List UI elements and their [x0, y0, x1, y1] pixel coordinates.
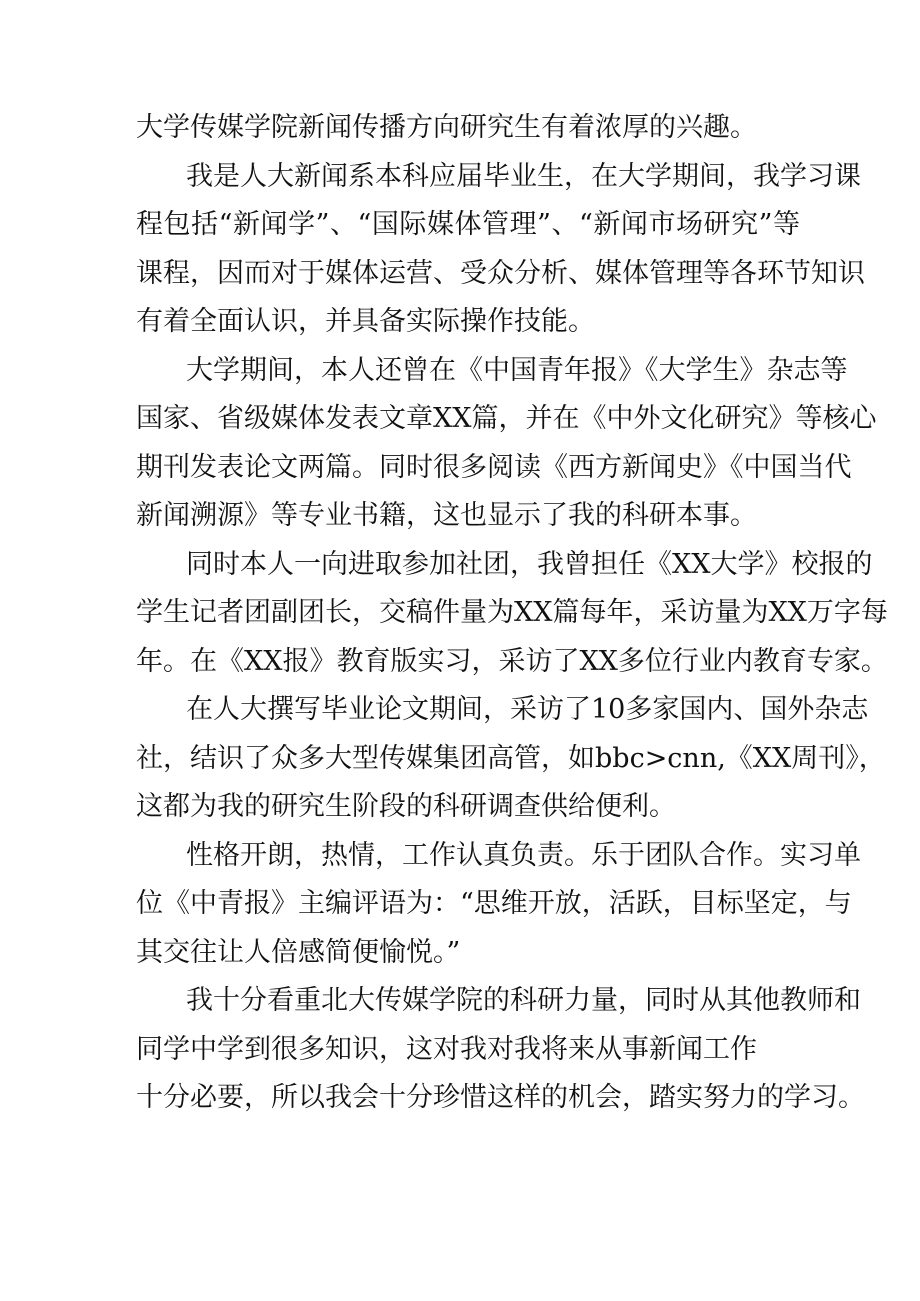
text-line: 位《中青报》主编评语为：“思维开放，活跃，目标坚定，与 [136, 888, 852, 919]
text-line: 在人大撰写毕业论文期间，采访了10多家国内、国外杂志 [186, 694, 869, 725]
text-line: 我十分看重北大传媒学院的科研力量，同时从其他教师和 [186, 985, 861, 1016]
text-line: 这都为我的研究生阶段的科研调查供给便利。 [136, 791, 676, 822]
text-line: 社，结识了众多大型传媒集团高管，如bbc>cnn,《XX周刊》， [136, 742, 886, 774]
text-line: 有着全面认识，并具备实际操作技能。 [136, 306, 595, 337]
paragraph [136, 686, 886, 832]
paragraph [136, 977, 865, 1123]
document-body [136, 104, 888, 1123]
text-line: 期刊发表论文两篇。同时很多阅读《西方新闻史》《中国当代 [136, 451, 852, 483]
text-line: 年。在《XX报》教育版实习，采访了XX多位行业内教育专家。 [136, 645, 888, 677]
text-line: 大学传媒学院新闻传播方向研究生有着浓厚的兴趣。 [136, 112, 757, 143]
paragraph [136, 347, 877, 541]
text-line: 新闻溯源》等专业书籍，这也显示了我的科研本事。 [136, 500, 757, 531]
text-line: 程包括“新闻学”、“国际媒体管理”、“新闻市场研究”等 [136, 209, 800, 240]
text-line: 学生记者团副团长，交稿件量为XX篇每年，采访量为XX万字每 [136, 597, 888, 628]
paragraph [136, 541, 888, 687]
text-line: 其交往让人倍感简便愉悦。” [136, 936, 461, 968]
text-line: 我是人大新闻系本科应届毕业生，在大学期间，我学习课 [186, 160, 861, 192]
text-line: 大学期间，本人还曾在《中国青年报》《大学生》杂志等 [186, 354, 848, 386]
text-line: 十分必要，所以我会十分珍惜这样的机会，踏实努力的学习。 [136, 1082, 865, 1113]
text-line: 课程，因而对于媒体运营、受众分析、媒体管理等各环节知识 [136, 257, 865, 289]
text-line: 性格开朗，热情，工作认真负责。乐于团队合作。实习单 [186, 839, 861, 871]
text-line: 国家、省级媒体发表文章XX篇，并在《中外文化研究》等核心 [136, 403, 877, 434]
paragraph [136, 153, 865, 347]
text-line: 同学中学到很多知识，这对我对我将来从事新闻工作 [136, 1033, 757, 1065]
paragraph [136, 832, 861, 978]
paragraph [136, 104, 800, 153]
text-line: 同时本人一向进取参加社团，我曾担任《XX大学》校报的 [186, 548, 873, 580]
